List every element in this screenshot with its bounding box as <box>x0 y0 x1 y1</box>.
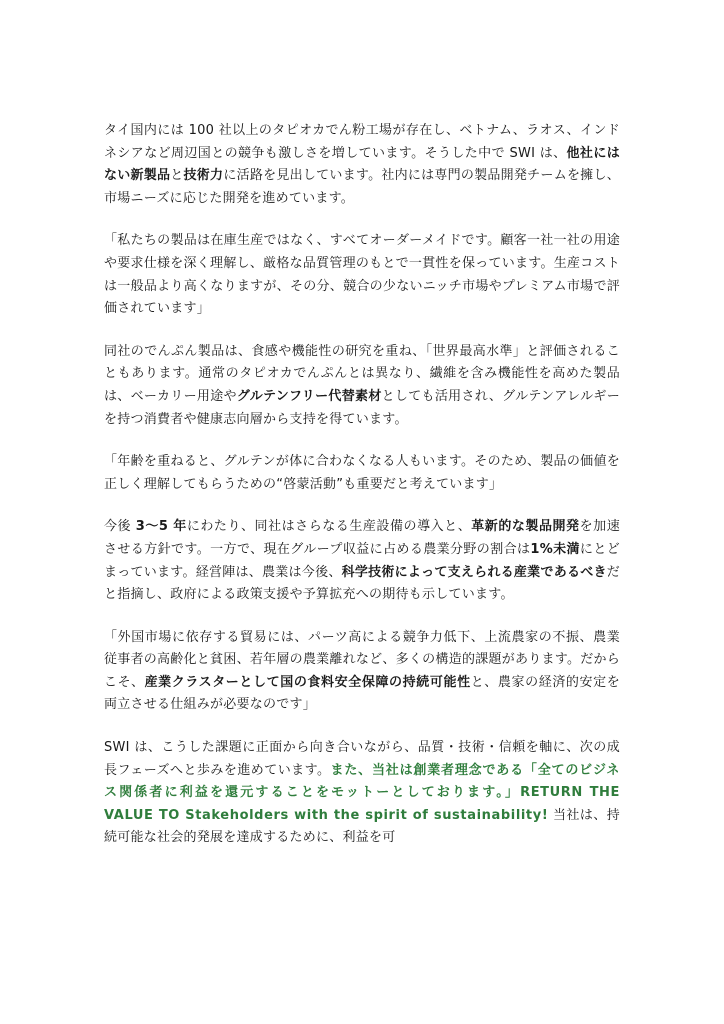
bold-segment: 他社にはない新製品 <box>104 145 620 184</box>
bold-segment: 革新的な製品開発 <box>471 519 580 535</box>
paragraph-products <box>104 341 620 431</box>
text-segment: に活路を見出しています。社内には専門の製品開発チームを擁し、市場ニーズに応じた開発を進めています。 <box>104 168 620 206</box>
text-segment: と、農家の経済的安定を両立させる仕組みが必要なのです」 <box>104 674 620 713</box>
bold-segment: 1%未満 <box>530 541 580 557</box>
text-segment: 当社は、持続可能な社会的発展を達成するために、利益を可 <box>104 807 620 846</box>
paragraph-quote-trade <box>104 627 620 717</box>
bold-segment: 科学技術によって支えられる産業であるべき <box>341 564 607 580</box>
highlight-segment: また、当社は創業者理念である「全てのビジネス関係者に利益を還元することをモットーとしております。」RETURN THE VALUE TO Stakeholders with the spirit of sustainability! <box>104 762 620 823</box>
text-segment: 同社のでんぷん製品は、食感や機能性の研究を重ね、「世界最高水準」と評価されることもあります。通常のタピオカでんぷんとは異なり、繊維を含み機能性を高めた製品は、ベーカリー用途や <box>104 343 620 404</box>
text-segment: としても活用され、グルテンアレルギーを持つ消費者や健康志向層から支持を得ています。 <box>104 388 620 427</box>
text-segment: 「年齢を重ねると、グルテンが体に合わなくなる人もいます。そのため、製品の価値を正しく理解してもらうための“啓蒙活動”も重要だと考えています」 <box>104 454 620 492</box>
article-body <box>104 120 620 870</box>
text-segment: を加速させる方針です。一方で、現在グループ収益に占める農業分野の割合は <box>104 519 620 557</box>
text-segment: だと指摘し、政府による政策支援や予算拡充への期待も示しています。 <box>104 564 620 603</box>
text-segment: にわたり、同社はさらなる生産設備の導入と、 <box>186 519 472 535</box>
bold-segment: グルテンフリー代替素材 <box>236 388 382 404</box>
paragraph-quote-ordermade <box>104 230 620 320</box>
text-segment: 「私たちの製品は在庫生産ではなく、すべてオーダーメイドです。顧客一社一社の用途や要求仕様を深く理解し、厳格な品質管理のもとで一貫性を保っています。生産コストは一般品より高くなりますが、その分、競合の少ないニッチ市場やプレミアム市場で評価されています」 <box>104 233 620 317</box>
bold-segment: 3〜5 年 <box>135 519 187 535</box>
text-segment: 今後 <box>104 519 136 535</box>
bold-segment: 技術力 <box>183 168 224 184</box>
paragraph-future-plans <box>104 516 620 606</box>
text-segment: 「外国市場に依存する貿易には、パーツ高による競争力低下、上流農家の不振、農業従事者の高齢化と貧困、若年層の農業離れなど、多くの構造的課題があります。だからこそ、 <box>104 629 620 690</box>
paragraph-quote-gluten <box>104 451 620 496</box>
paragraph-competition <box>104 120 620 210</box>
text-segment: SWI は、こうした課題に正面から向き合いながら、品質・技術・信頼を軸に、次の成長フェーズへと歩みを進めています。 <box>104 740 620 778</box>
text-segment: タイ国内には 100 社以上のタピオカでん粉工場が存在し、ベトナム、ラオス、インドネシアなど周辺国との競争も激しさを増しています。そうした中で SWI は、 <box>104 123 620 161</box>
text-segment: にとどまっています。経営陣は、農業は今後、 <box>104 541 620 580</box>
bold-segment: 産業クラスターとして国の食料安全保障の持続可能性 <box>144 674 471 690</box>
paragraph-philosophy <box>104 737 620 850</box>
text-segment: と <box>170 168 184 184</box>
